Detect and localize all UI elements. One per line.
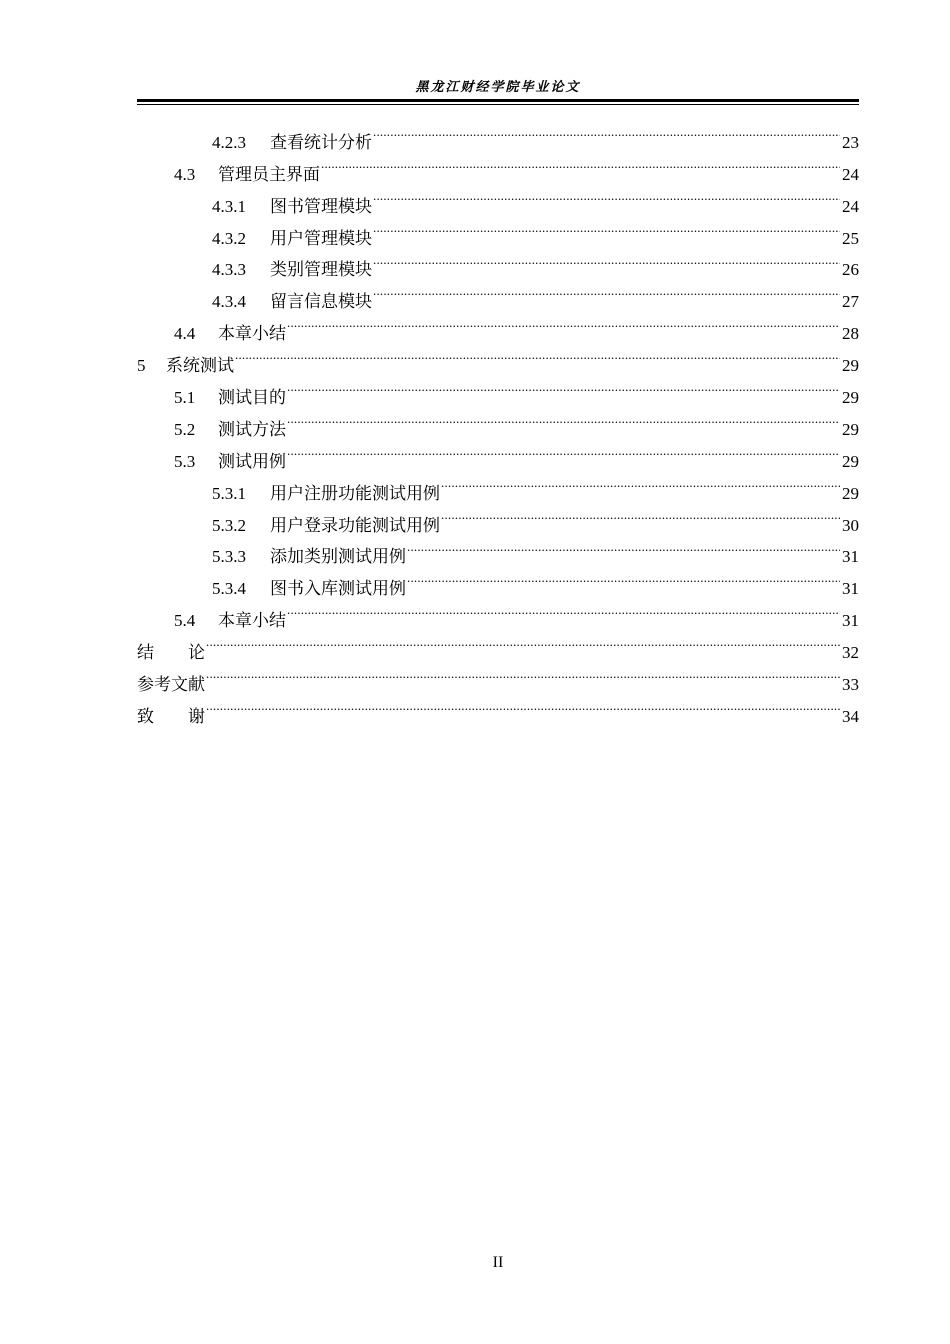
toc-entry-page: 34	[842, 706, 859, 726]
toc-entry-page: 29	[842, 483, 859, 503]
toc-entry-title: 结 论	[137, 643, 205, 663]
toc-entry-page: 32	[842, 643, 859, 663]
toc-leader-dots	[407, 531, 840, 563]
toc-leader-dots	[206, 626, 840, 658]
toc-leader-dots	[441, 467, 840, 499]
toc-entry[interactable]	[137, 626, 859, 663]
toc-entry-page: 33	[842, 675, 859, 695]
toc-entry-title: 本章小结	[218, 324, 286, 344]
toc-entry[interactable]	[137, 658, 859, 695]
toc-entry-number: 5.2	[174, 419, 196, 439]
toc-leader-dots	[441, 499, 840, 531]
toc-entry-page: 31	[842, 611, 859, 631]
toc-entry-number: 4.3	[174, 164, 196, 184]
toc-entry-page: 29	[842, 451, 859, 471]
toc-leader-dots	[321, 148, 840, 180]
toc-entry-number: 4.3.1	[212, 196, 246, 216]
toc-leader-dots	[287, 403, 840, 435]
toc-entry-page: 29	[842, 388, 859, 408]
page-header-title: 黑龙江财经学院毕业论文	[415, 80, 581, 95]
toc-entry-page: 29	[842, 356, 859, 376]
toc-entry-title: 用户管理模块	[270, 228, 372, 248]
toc-entry-page: 31	[842, 579, 859, 599]
toc-entry[interactable]	[137, 339, 859, 376]
toc-entry-number: 5.3.3	[212, 547, 246, 567]
toc-entry-number: 5.1	[174, 388, 196, 408]
toc-leader-dots	[235, 339, 840, 371]
toc-leader-dots	[407, 562, 840, 594]
header-rule-thin	[137, 104, 859, 105]
toc-entry-title: 测试用例	[218, 451, 286, 471]
toc-entry-title: 测试目的	[218, 388, 286, 408]
toc-entry-title: 管理员主界面	[218, 164, 320, 184]
toc-entry-number: 4.2.3	[212, 132, 246, 152]
toc-leader-dots	[373, 212, 840, 244]
toc-entry-page: 24	[842, 164, 859, 184]
toc-entry-page: 25	[842, 228, 859, 248]
toc-entry-number: 5	[137, 356, 146, 376]
page-number: II	[492, 1254, 504, 1271]
toc-leader-dots	[373, 116, 840, 148]
toc-entry-number: 4.3.3	[212, 260, 246, 280]
toc-leader-dots	[373, 275, 840, 307]
toc-entry-number: 5.3.1	[212, 483, 246, 503]
toc-entry-number: 4.4	[174, 324, 196, 344]
toc-entry-page: 23	[842, 132, 859, 152]
toc-entry-title: 用户登录功能测试用例	[270, 515, 440, 535]
toc-entry-title: 查看统计分析	[270, 132, 372, 152]
toc-leader-dots	[373, 244, 840, 276]
toc-entry-page: 28	[842, 324, 859, 344]
header-rule-thick	[137, 99, 859, 102]
toc-leader-dots	[287, 371, 840, 403]
toc-entry-title: 系统测试	[166, 356, 234, 376]
toc-entry[interactable]	[137, 690, 859, 726]
toc-entry-title: 致 谢	[137, 706, 205, 726]
toc-entry-page: 24	[842, 196, 859, 216]
toc-leader-dots	[287, 307, 840, 339]
toc-entry-page: 29	[842, 419, 859, 439]
toc-entry-number: 5.4	[174, 611, 196, 631]
toc-entry-title: 图书入库测试用例	[270, 579, 406, 599]
toc-entry-title: 留言信息模块	[270, 292, 372, 312]
toc-entry-title: 本章小结	[218, 611, 286, 631]
toc-leader-dots	[206, 658, 840, 690]
toc-entry-title: 添加类别测试用例	[270, 547, 406, 567]
toc-entry-title: 测试方法	[218, 419, 286, 439]
toc-entry-number: 5.3.4	[212, 579, 246, 599]
table-of-contents	[137, 116, 859, 726]
toc-leader-dots	[373, 180, 840, 212]
toc-leader-dots	[287, 594, 840, 626]
toc-entry-page: 30	[842, 515, 859, 535]
toc-entry-title: 用户注册功能测试用例	[270, 483, 440, 503]
toc-entry-number: 5.3.2	[212, 515, 246, 535]
toc-entry-page: 31	[842, 547, 859, 567]
toc-entry-number: 4.3.4	[212, 292, 246, 312]
toc-entry-page: 27	[842, 292, 859, 312]
toc-entry[interactable]	[137, 371, 859, 408]
toc-entry-title: 参考文献	[137, 675, 205, 695]
toc-leader-dots	[287, 435, 840, 467]
toc-entry-number: 5.3	[174, 451, 196, 471]
toc-entry[interactable]	[137, 116, 859, 152]
toc-entry-page: 26	[842, 260, 859, 280]
toc-entry-title: 类别管理模块	[270, 260, 372, 280]
toc-leader-dots	[206, 690, 840, 722]
toc-entry-title: 图书管理模块	[270, 196, 372, 216]
toc-entry-number: 4.3.2	[212, 228, 246, 248]
